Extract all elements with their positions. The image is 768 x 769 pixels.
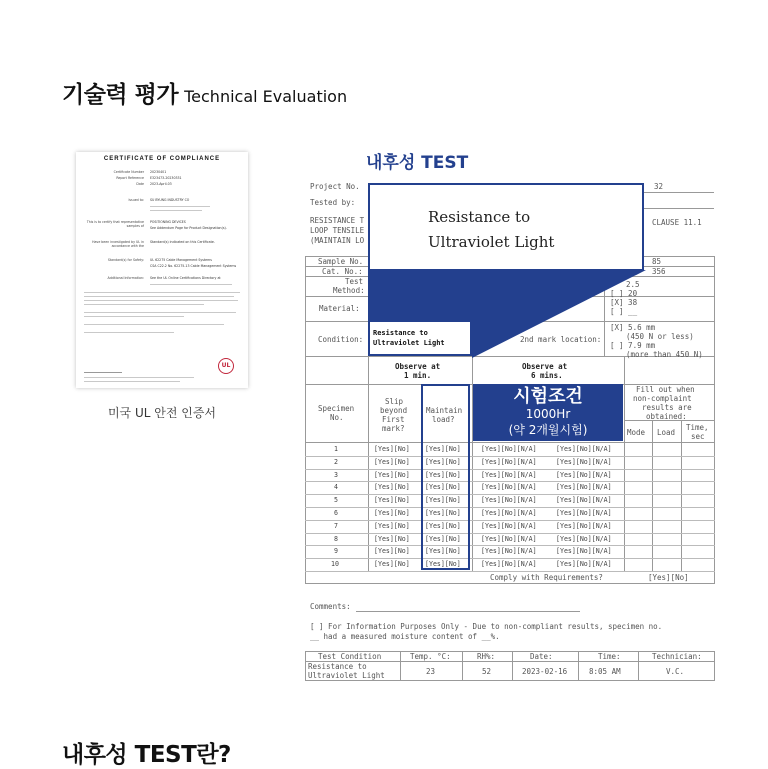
callout-line: Resistance to: [428, 208, 531, 226]
callout-line: Ultraviolet Light: [428, 233, 555, 251]
observe6-maintain-cell: [Yes][No][N/A]: [556, 457, 612, 466]
observe6-maintain-cell: [Yes][No][N/A]: [556, 496, 612, 505]
specimen-number: 3: [334, 470, 338, 479]
clause-label: CLAUSE 11.1: [652, 218, 702, 227]
observe6-slip-cell: [Yes][No][N/A]: [481, 560, 537, 569]
footer-value-rh: 52: [482, 667, 492, 676]
test-condition-badge: [473, 384, 623, 441]
cert-field: Standard(s) for Safety: UL 62275 Cable Management Systems: [107, 258, 212, 262]
maintain-cell: [Yes][No]: [425, 521, 461, 530]
slip-header: beyond: [380, 406, 408, 415]
observe6-slip-cell: [Yes][No][N/A]: [481, 445, 537, 453]
material-label: Material:: [319, 304, 360, 313]
slip-cell: [Yes][No]: [374, 470, 410, 479]
time-header: sec: [691, 432, 705, 441]
heading-line: RESISTANCE T: [310, 216, 365, 225]
observe6-maintain-cell: [Yes][No][N/A]: [556, 483, 612, 492]
footer-header: Date:: [530, 652, 553, 661]
specimen-number: 2: [334, 457, 338, 466]
ul-logo-icon: UL: [218, 358, 234, 374]
heading-line: (MAINTAIN LO: [310, 236, 365, 245]
maintain-cell: [Yes][No]: [425, 496, 461, 505]
observe6-slip-cell: [Yes][No][N/A]: [481, 483, 537, 492]
test-method-label: Method:: [333, 286, 365, 295]
heading-korean: 기술력 평가: [62, 82, 179, 108]
test-method-label: Test: [345, 277, 364, 286]
specimen-number: 5: [334, 496, 338, 505]
cert-field: Report Reference E323473-20230331: [116, 176, 182, 180]
mark-option: (450 N or less): [626, 332, 694, 341]
observe6-slip-cell: [Yes][No][N/A]: [481, 547, 537, 556]
cert-field: CSA C22.2 No. 62275-13 Cable Management Systems: [150, 264, 237, 268]
slip-cell: [Yes][No]: [374, 521, 410, 530]
maintain-cell: [Yes][No]: [425, 470, 461, 479]
observe6-maintain-cell: [Yes][No][N/A]: [556, 534, 612, 543]
observe6-slip-cell: [Yes][No][N/A]: [481, 521, 537, 530]
footer-value-temp: 23: [426, 667, 436, 676]
material-value: 2.5: [626, 280, 640, 289]
footer-header: Test Condition: [318, 652, 382, 661]
specimen-number: 4: [334, 483, 338, 492]
slip-cell: [Yes][No]: [374, 560, 410, 569]
material-option: [X] 38: [610, 298, 638, 307]
certificate-title: CERTIFICATE OF COMPLIANCE: [103, 156, 221, 162]
specimen-number: 1: [334, 445, 338, 453]
info-note: __ had a measured moisture content of __%.: [310, 632, 500, 641]
slip-cell: [Yes][No]: [374, 457, 410, 466]
material-option: [ ] __: [610, 307, 638, 316]
sample-label: Sample No.: [318, 257, 364, 266]
slip-header: First: [382, 415, 405, 424]
heading-line: LOOP TENSILE: [310, 226, 365, 235]
condition-line: Ultraviolet Light: [373, 339, 445, 347]
specimen-number: 9: [334, 547, 338, 556]
observe6-slip-cell: [Yes][No][N/A]: [481, 509, 537, 517]
cert-field: This is to certify that representative samples of POSITIONING DEVICES: [86, 220, 186, 228]
observe6-maintain-cell: [Yes][No][N/A]: [556, 470, 612, 479]
cert-field: Date 2023-April-03: [136, 182, 172, 186]
heading-english: Technical Evaluation: [184, 87, 348, 106]
maintain-cell: [Yes][No]: [425, 457, 461, 466]
test-condition-hours: 1000Hr: [525, 407, 571, 421]
observe6-maintain-cell: [Yes][No][N/A]: [556, 509, 612, 517]
load-header: Load: [657, 428, 676, 437]
maintain-cell: [Yes][No]: [425, 547, 461, 556]
time-header: Time,: [686, 423, 709, 432]
fill-header: non-complaint: [633, 394, 692, 403]
certificate-caption: 미국 UL 안전 인증서: [107, 406, 217, 420]
specimen-number: 6: [334, 509, 338, 517]
test-condition-title: 시험조건: [513, 386, 583, 407]
mark-location-label: 2nd mark location:: [520, 335, 602, 344]
observe6-maintain-cell: [Yes][No][N/A]: [556, 521, 612, 530]
specimen-number: 7: [334, 521, 338, 530]
bottom-heading: 내후성 TEST란?: [62, 742, 231, 768]
slip-cell: [Yes][No]: [374, 483, 410, 492]
specimen-header: No.: [330, 413, 344, 422]
maintain-cell: [Yes][No]: [425, 509, 461, 517]
material-option: [ ] 20: [610, 289, 638, 298]
footer-value-condition: Resistance to Ultraviolet Light: [308, 662, 385, 680]
observe6-maintain-cell: [Yes][No][N/A]: [556, 560, 612, 569]
maintain-cell: [Yes][No]: [425, 445, 461, 453]
callout-box: [368, 183, 644, 271]
condition-highlight-box: [368, 320, 472, 356]
observe6-slip-cell: [Yes][No][N/A]: [481, 496, 537, 505]
mark-option: [X] 5.6 mm: [610, 323, 656, 332]
observe-6min: Observe at: [522, 362, 568, 371]
ul-certificate-image: [76, 152, 248, 388]
mode-header: Mode: [627, 428, 646, 437]
maintain-load-highlight: [421, 384, 470, 570]
slip-cell: [Yes][No]: [374, 534, 410, 543]
slip-header: Slip: [385, 397, 404, 406]
test-condition-months: (약 2개월시험): [508, 423, 588, 437]
section-heading: [62, 76, 347, 109]
info-note: [ ] For Information Purposes Only - Due to non-compliant results, specimen no.: [310, 622, 663, 631]
maintain-cell: [Yes][No]: [425, 534, 461, 543]
observe-1min: Observe at: [395, 362, 441, 371]
fill-header: Fill out when: [636, 385, 695, 394]
observe6-slip-cell: [Yes][No][N/A]: [481, 470, 537, 479]
slip-cell: [Yes][No]: [374, 509, 410, 517]
tested-by-label: Tested by:: [310, 198, 356, 207]
specimen-header: Specimen: [318, 404, 355, 413]
slip-header: mark?: [382, 424, 405, 433]
condition-label: Condition:: [318, 335, 364, 344]
comments-label: Comments:: [310, 602, 351, 611]
fill-header: results are: [642, 403, 692, 412]
cert-field: Certificate Number 20230401: [113, 170, 167, 174]
footer-header: Temp. °C:: [410, 652, 451, 661]
project-label: Project No.: [310, 182, 360, 191]
footer-header: Time:: [598, 652, 621, 661]
maintain-header: load?: [432, 415, 455, 424]
callout-text: [428, 205, 554, 255]
specimen-number: 10: [331, 560, 339, 569]
comply-value: [Yes][No]: [648, 573, 689, 582]
slip-cell: [Yes][No]: [374, 445, 410, 453]
slip-cell: [Yes][No]: [374, 547, 410, 556]
mark-option: (more than 450 N): [626, 350, 703, 359]
observe6-maintain-cell: [Yes][No][N/A]: [556, 547, 612, 556]
project-number: 32: [654, 182, 664, 191]
comply-label: Comply with Requirements?: [490, 573, 603, 582]
maintain-cell: [Yes][No]: [425, 560, 461, 569]
cert-field: See Addendum Page for Product Designation(s).: [150, 226, 227, 230]
observe6-maintain-cell: [Yes][No][N/A]: [556, 445, 612, 453]
observe6-slip-cell: [Yes][No][N/A]: [481, 534, 537, 543]
mark-option: [ ] 7.9 mm: [610, 341, 656, 350]
fill-header: obtained:: [646, 412, 687, 421]
observe-6min: 6 mins.: [531, 371, 563, 380]
footer-value-technician: V.C.: [666, 667, 685, 676]
observe-1min: 1 min.: [404, 371, 432, 380]
cert-field: Have been investigated by UL in accordance with the Standard(s) indicated on this Certificate.: [92, 240, 215, 248]
cert-field: Issued to: SU BYUNG INDUSTRY CO: [128, 198, 190, 202]
sample-number: 85: [652, 257, 662, 266]
footer-value-date: 2023-02-16: [522, 667, 568, 676]
cat-label: Cat. No.:: [322, 267, 363, 276]
footer-value-time: 8:05 AM: [589, 667, 621, 676]
condition-line: Resistance to: [373, 329, 428, 337]
cert-field: Additional Information: See the UL Online Certifications Directory at: [107, 276, 221, 280]
maintain-cell: [Yes][No]: [425, 483, 461, 492]
footer-header: RH%:: [477, 652, 496, 661]
cat-number: 356: [652, 267, 666, 276]
maintain-header: Maintain: [426, 406, 463, 415]
form-title: 내후성 TEST: [366, 153, 469, 173]
specimen-number: 8: [334, 534, 338, 543]
slip-cell: [Yes][No]: [374, 496, 410, 505]
footer-header: Technician:: [652, 652, 702, 661]
observe6-slip-cell: [Yes][No][N/A]: [481, 457, 537, 466]
